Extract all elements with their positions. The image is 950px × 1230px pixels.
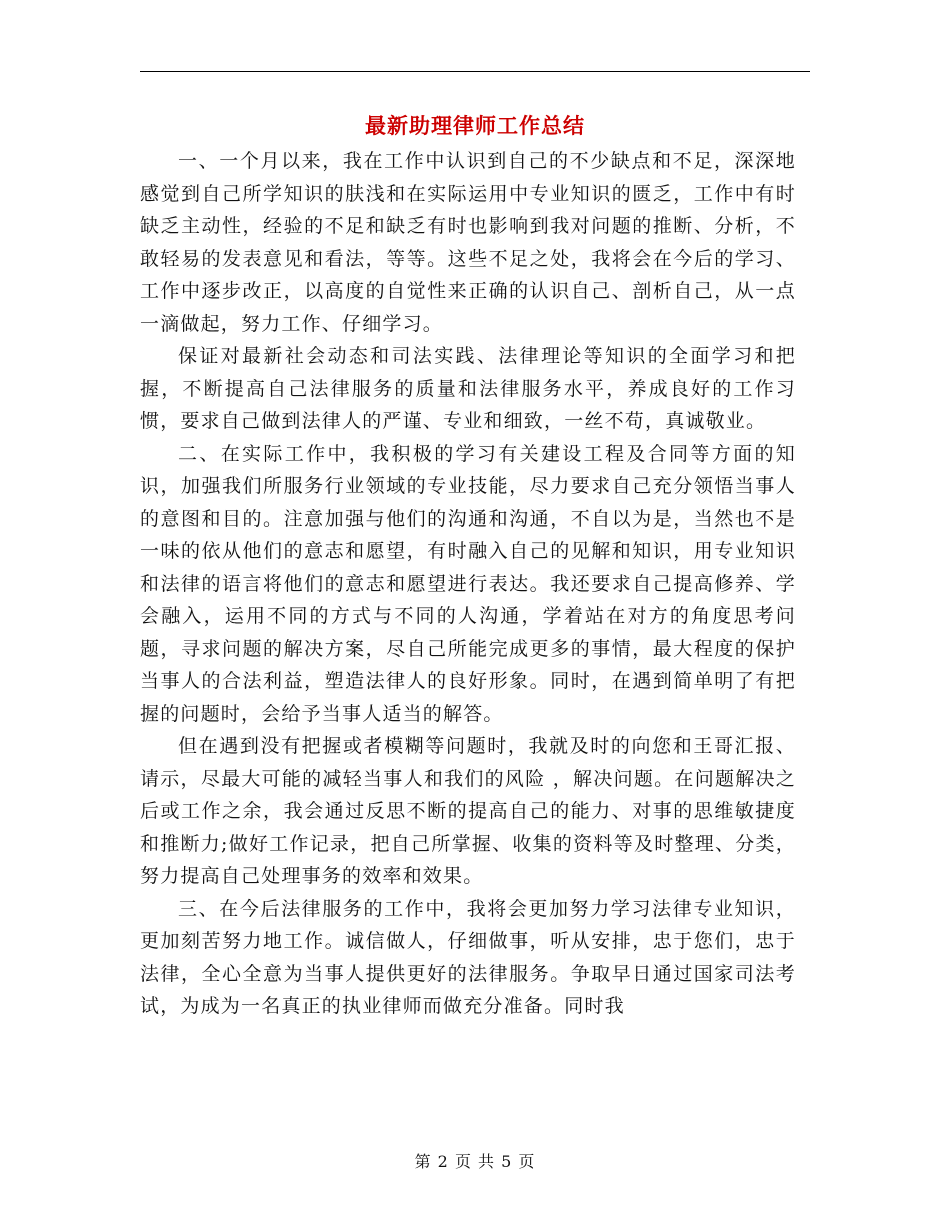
paragraph-2: 保证对最新社会动态和司法实践、法律理论等知识的全面学习和把握，不断提高自己法律服务的质量和法律服务水平，养成良好的工作习惯，要求自己做到法律人的严谨、专业和细致，一丝不苟，真诚敬业。 <box>140 345 796 432</box>
page-number: 第 2 页 共 5 页 <box>414 1152 536 1171</box>
document-body <box>140 145 796 1023</box>
paragraph-3: 二、在实际工作中，我积极的学习有关建设工程及合同等方面的知识，加强我们所服务行业领域的专业技能，尽力要求自己充分领悟当事人的意图和目的。注意加强与他们的沟通和沟通，不自以为是，当然也不是一味的依从他们的意志和愿望，有时融入自己的见解和知识，用专业知识和法律的语言将他们的意志和愿望进行表达。我还要求自己提高修养、学会融入，运用不同的方式与不同的人沟通，学着站在对方的角度思考问题，寻求问题的解决方案，尽自己所能完成更多的事情，最大程度的保护当事人的合法利益，塑造法律人的良好形象。同时，在遇到简单明了有把握的问题时，会给予当事人适当的解答。 <box>140 442 796 725</box>
paragraph-5: 三、在今后法律服务的工作中，我将会更加努力学习法律专业知识，更加刻苦努力地工作。诚信做人，仔细做事，听从安排，忠于您们，忠于法律，全心全意为当事人提供更好的法律服务。争取早日通过国家司法考试，为成为一名真正的执业律师而做充分准备。同时我 <box>140 897 796 1017</box>
paragraph-1: 一、一个月以来，我在工作中认识到自己的不少缺点和不足，深深地感觉到自己所学知识的肤浅和在实际运用中专业知识的匮乏，工作中有时缺乏主动性，经验的不足和缺乏有时也影响到我对问题的推断、分析，不敢轻易的发表意见和看法，等等。这些不足之处，我将会在今后的学习、工作中逐步改正，以高度的自觉性来正确的认识自己、剖析自己，从一点一滴做起，努力工作、仔细学习。 <box>140 150 796 335</box>
document-title: 最新助理律师工作总结 <box>365 113 585 138</box>
header-rule <box>140 71 810 72</box>
paragraph-4: 但在遇到没有把握或者模糊等问题时，我就及时的向您和王哥汇报、请示，尽最大可能的减轻当事人和我们的风险 ，解决问题。在问题解决之后或工作之余，我会通过反思不断的提高自己的能力、对事的思维敏捷度和推断力;做好工作记录，把自己所掌握、收集的资料等及时整理、分类，努力提高自己处理事务的效率和效果。 <box>140 735 796 887</box>
